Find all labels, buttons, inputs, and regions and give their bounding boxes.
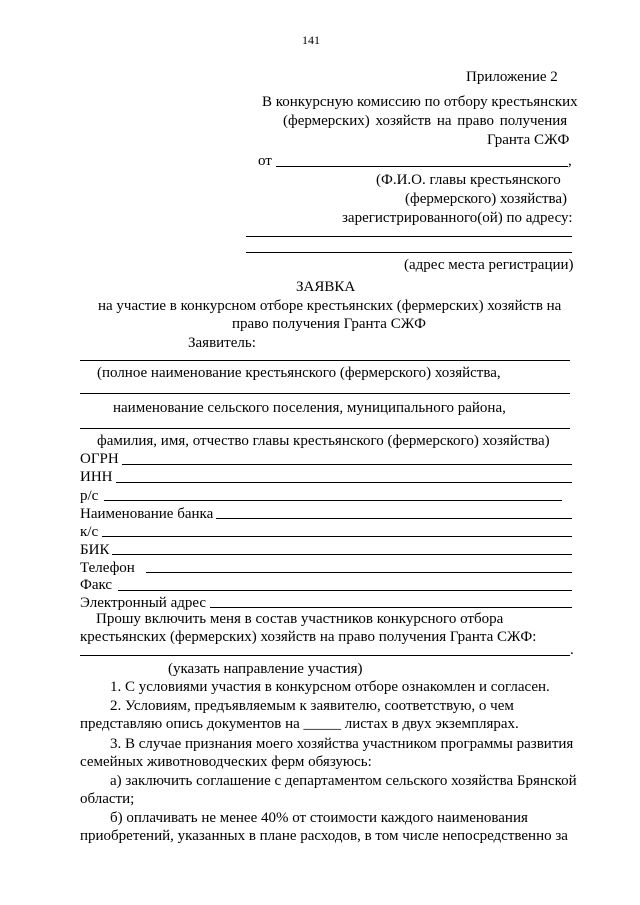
field-fax-label: Факс bbox=[80, 577, 113, 593]
field-corr-account-label: к/с bbox=[80, 524, 99, 540]
request-line-2: крестьянских (фермерских) хозяйств на право получения Гранта СЖФ: bbox=[80, 629, 537, 645]
from-line bbox=[276, 166, 568, 167]
addressee-line-2: (фермерских) хозяйств на право получения bbox=[283, 113, 568, 129]
item-b-line-2: приобретений, указанных в плане расходов, в том числе непосредственно за bbox=[80, 828, 568, 844]
head-caption-2: (фермерского) хозяйства) bbox=[405, 191, 568, 207]
item-3-line-2: семейных животноводческих ферм обязуюсь: bbox=[80, 754, 372, 770]
direction-caption: (указать направление участия) bbox=[168, 661, 363, 677]
field-email-line bbox=[210, 607, 572, 608]
field-inn-label: ИНН bbox=[80, 469, 113, 485]
head-name-line bbox=[80, 428, 570, 429]
field-ogrn-label: ОГРН bbox=[80, 451, 119, 467]
request-line-1: Прошу включить меня в состав участников конкурсного отбора bbox=[96, 611, 504, 627]
item-2-line-2: представляю опись документов на _____ листах в двух экземплярах. bbox=[80, 716, 519, 732]
field-phone-label: Телефон bbox=[80, 560, 135, 576]
address-line-1 bbox=[246, 236, 572, 237]
address-caption: (адрес места регистрации) bbox=[404, 257, 574, 273]
item-a-line-1: а) заключить соглашение с департаментом сельского хозяйства Брянской bbox=[110, 773, 577, 789]
item-3-line-1: 3. В случае признания моего хозяйства участником программы развития bbox=[110, 736, 574, 752]
appendix-label: Приложение 2 bbox=[466, 69, 558, 85]
page-number: 141 bbox=[302, 33, 320, 47]
field-fax-line bbox=[118, 590, 572, 591]
from-label: от bbox=[258, 153, 272, 169]
addressee-line-3: Гранта СЖФ bbox=[487, 132, 570, 148]
field-inn-line bbox=[116, 482, 572, 483]
field-phone-line bbox=[146, 572, 572, 573]
item-a-line-2: области; bbox=[80, 791, 135, 807]
field-bank-label: Наименование банка bbox=[80, 506, 214, 522]
field-bik-label: БИК bbox=[80, 542, 110, 558]
settlement-line bbox=[80, 393, 570, 394]
item-2-line-1: 2. Условиям, предъявляемым к заявителю, соответствую, о чем bbox=[110, 698, 514, 714]
registered-label: зарегистрированного(ой) по адресу: bbox=[342, 210, 573, 226]
farm-name-line bbox=[80, 360, 570, 361]
field-account-label: р/с bbox=[80, 488, 99, 504]
applicant-label: Заявитель: bbox=[188, 335, 256, 351]
field-email-label: Электронный адрес bbox=[80, 595, 207, 611]
document-title: ЗАЯВКА bbox=[296, 279, 356, 295]
addressee-line-1: В конкурсную комиссию по отбору крестьянских bbox=[262, 94, 578, 110]
direction-period: . bbox=[570, 642, 574, 658]
field-corr-account-line bbox=[102, 536, 572, 537]
item-b-line-1: б) оплачивать не менее 40% от стоимости каждого наименования bbox=[110, 810, 528, 826]
field-account-line bbox=[104, 500, 562, 501]
field-bik-line bbox=[112, 554, 572, 555]
head-caption-1: (Ф.И.О. главы крестьянского bbox=[376, 172, 561, 188]
farm-name-caption: (полное наименование крестьянского (фермерского) хозяйства, bbox=[97, 365, 501, 381]
head-name-caption: фамилия, имя, отчество главы крестьянского (фермерского) хозяйства) bbox=[97, 433, 550, 449]
item-1: 1. С условиями участия в конкурсном отборе ознакомлен и согласен. bbox=[110, 679, 550, 695]
from-comma: , bbox=[568, 153, 572, 169]
field-ogrn-line bbox=[122, 464, 572, 465]
subtitle-line-2: право получения Гранта СЖФ bbox=[232, 316, 426, 332]
subtitle-line-1: на участие в конкурсном отборе крестьянских (фермерских) хозяйств на bbox=[98, 298, 562, 314]
address-line-2 bbox=[246, 252, 572, 253]
settlement-caption: наименование сельского поселения, муниципального района, bbox=[113, 400, 506, 416]
field-bank-line bbox=[216, 518, 572, 519]
direction-line bbox=[80, 655, 570, 656]
